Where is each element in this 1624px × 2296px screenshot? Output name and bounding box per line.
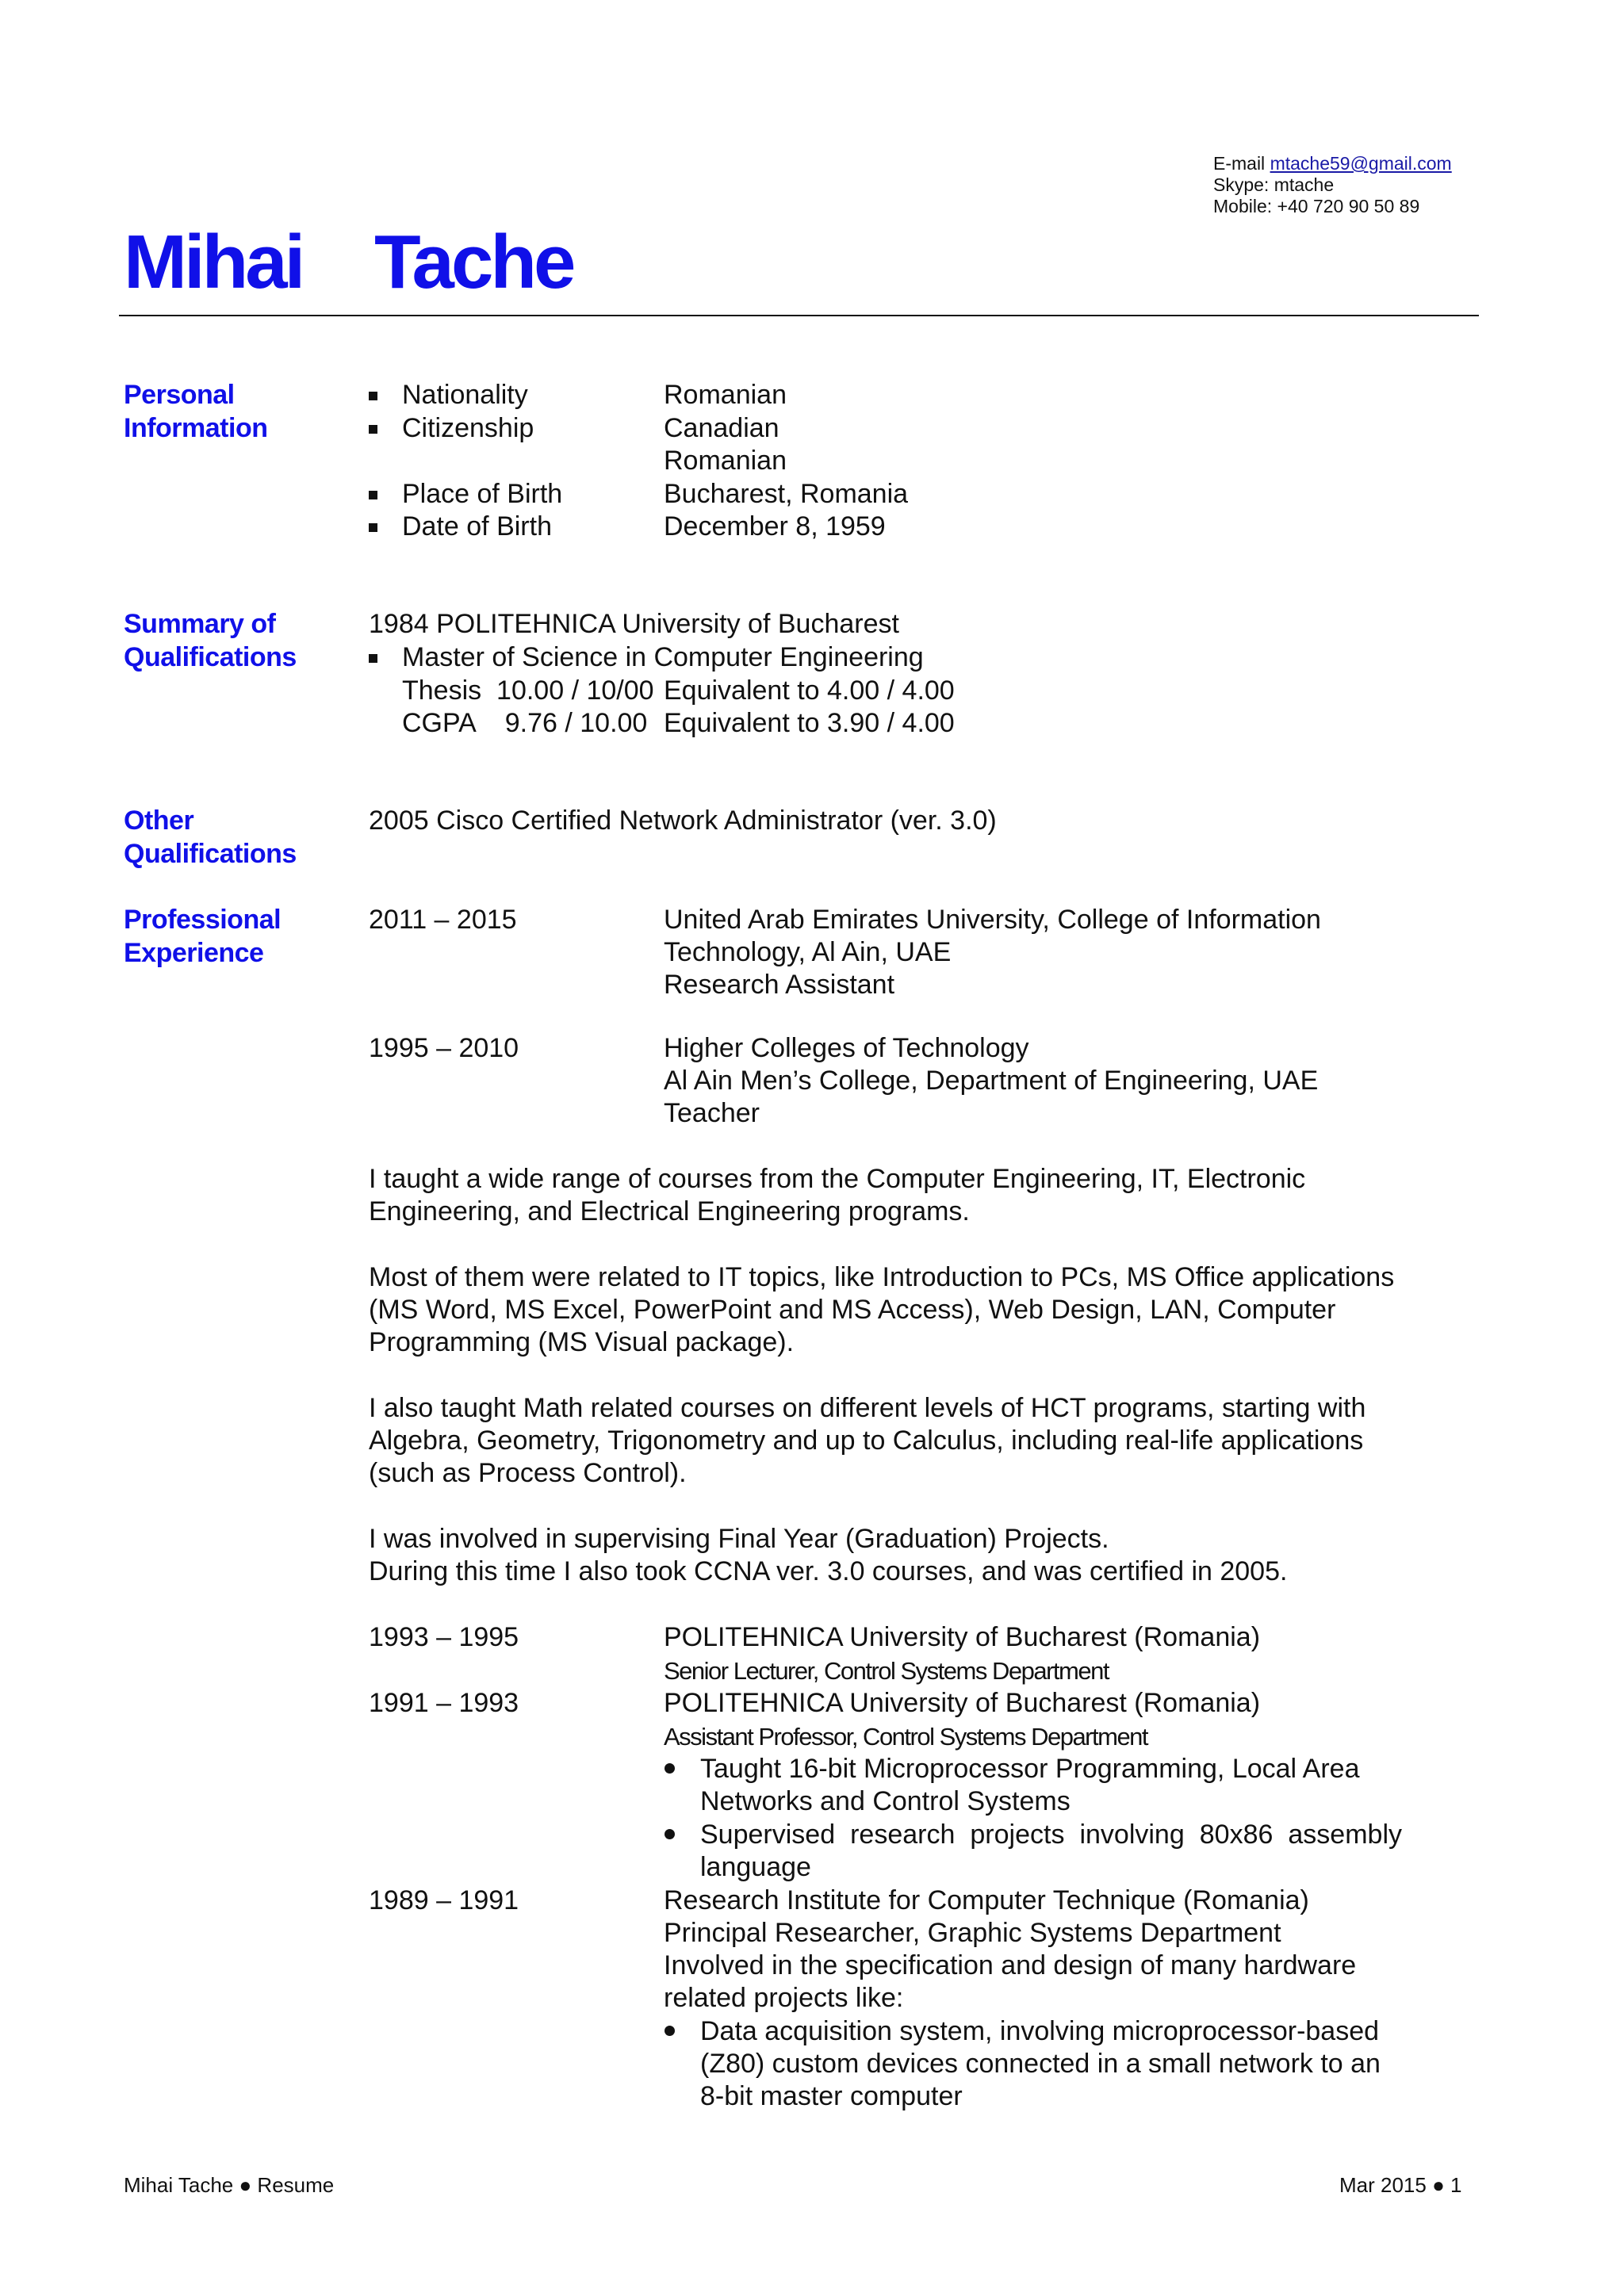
section-label-line: Experience: [124, 937, 264, 968]
contact-block: [1213, 153, 1452, 217]
job-title: Senior Lecturer, Control Systems Department: [664, 1657, 1109, 1685]
personal-field: Date of Birth: [402, 511, 552, 541]
job-years: 2011 – 2015: [369, 905, 517, 935]
footer-right: Mar 2015 ● 1: [1339, 2173, 1462, 2197]
paragraph-line: I was involved in supervising Final Year (Graduation) Projects.: [369, 1524, 1109, 1554]
paragraph-line: I also taught Math related courses on different levels of HCT programs, starting with: [369, 1393, 1366, 1423]
bullet-square: [369, 491, 377, 499]
paragraph-line: (such as Process Control).: [369, 1458, 687, 1488]
bullet-line: Supervised research projects involving 80x86 assembly: [700, 1820, 1402, 1850]
summary-thesis-equiv: Equivalent to 4.00 / 4.00: [664, 675, 955, 706]
paragraph-line: Engineering, and Electrical Engineering programs.: [369, 1196, 970, 1226]
job-line: Higher Colleges of Technology: [664, 1033, 1029, 1063]
personal-field: Nationality: [402, 380, 528, 410]
personal-value: Romanian: [664, 446, 787, 476]
summary-thesis: Thesis 10.00 / 10/00: [402, 675, 654, 706]
resume-name: Mihai Tache: [124, 220, 573, 304]
summary-cgpa: CGPA 9.76 / 10.00: [402, 708, 648, 738]
paragraph-line: During this time I also took CCNA ver. 3.0 courses, and was certified in 2005.: [369, 1556, 1288, 1586]
personal-field: Place of Birth: [402, 479, 563, 509]
job-line: Al Ain Men’s College, Department of Engineering, UAE: [664, 1066, 1319, 1096]
bullet-square: [369, 425, 377, 434]
personal-field: Citizenship: [402, 413, 534, 443]
job-title: Assistant Professor, Control Systems Department: [664, 1723, 1148, 1751]
job-years: 1991 – 1993: [369, 1688, 519, 1718]
paragraph-line: I taught a wide range of courses from the Computer Engineering, IT, Electronic: [369, 1164, 1306, 1194]
bullet-dot: [665, 2026, 675, 2036]
email-link[interactable]: mtache59@gmail.com: [1270, 153, 1452, 174]
section-label-line: Personal: [124, 380, 235, 410]
summary-line: 1984 POLITEHNICA University of Bucharest: [369, 609, 899, 639]
job-years: 1989 – 1991: [369, 1885, 519, 1915]
bullet-line: Taught 16-bit Microprocessor Programming, Local Area: [700, 1754, 1360, 1784]
job-title: Research Assistant: [664, 970, 895, 1000]
bullet-line: language: [700, 1852, 811, 1882]
paragraph-line: Programming (MS Visual package).: [369, 1327, 795, 1357]
job-title: Principal Researcher, Graphic Systems Department: [664, 1918, 1281, 1948]
job-line: Involved in the specification and design of many hardware: [664, 1950, 1357, 1980]
summary-cgpa-equiv: Equivalent to 3.90 / 4.00: [664, 708, 955, 738]
personal-value: December 8, 1959: [664, 511, 886, 541]
job-line: Research Institute for Computer Technique (Romania): [664, 1885, 1309, 1915]
paragraph-line: (MS Word, MS Excel, PowerPoint and MS Access), Web Design, LAN, Computer: [369, 1295, 1336, 1325]
email-label: E-mail: [1213, 153, 1270, 174]
section-label-line: Professional: [124, 905, 282, 935]
job-years: 1993 – 1995: [369, 1622, 519, 1652]
bullet-dot: [665, 1829, 675, 1839]
other-qualification: 2005 Cisco Certified Network Administrator (ver. 3.0): [369, 806, 997, 836]
section-personal-label: [124, 379, 267, 445]
job-title: Teacher: [664, 1098, 760, 1128]
bullet-line: (Z80) custom devices connected in a small network to an: [700, 2049, 1381, 2079]
bullet-square: [369, 523, 377, 532]
header-divider: [119, 315, 1479, 316]
job-line: POLITEHNICA University of Bucharest (Romania): [664, 1622, 1261, 1652]
section-label-line: Other: [124, 806, 194, 836]
section-label-line: Information: [124, 412, 268, 443]
summary-degree: Master of Science in Computer Engineering: [402, 642, 924, 672]
paragraph-line: Most of them were related to IT topics, like Introduction to PCs, MS Office applications: [369, 1262, 1395, 1292]
bullet-square: [369, 654, 377, 663]
section-label-line: Qualifications: [124, 641, 297, 672]
job-line: United Arab Emirates University, College of Information: [664, 905, 1321, 935]
section-label-line: Qualifications: [124, 838, 297, 869]
skype-line: Skype: mtache: [1213, 174, 1335, 195]
job-line: Technology, Al Ain, UAE: [664, 937, 952, 967]
job-years: 1995 – 2010: [369, 1033, 519, 1063]
bullet-dot: [665, 1763, 675, 1774]
job-line: related projects like:: [664, 1983, 904, 2013]
email-line: [1213, 153, 1452, 174]
section-label-line: Summary of: [124, 609, 276, 639]
footer-left: Mihai Tache ● Resume: [124, 2173, 335, 2197]
bullet-line: Data acquisition system, involving microprocessor-based: [700, 2016, 1380, 2046]
paragraph-line: Algebra, Geometry, Trigonometry and up to Calculus, including real-life applications: [369, 1425, 1364, 1456]
mobile-line: Mobile: +40 720 90 50 89: [1213, 196, 1420, 216]
personal-value: Romanian: [664, 380, 787, 410]
job-line: POLITEHNICA University of Bucharest (Romania): [664, 1688, 1261, 1718]
personal-value: Canadian: [664, 413, 779, 443]
personal-value: Bucharest, Romania: [664, 479, 909, 509]
bullet-line: Networks and Control Systems: [700, 1786, 1071, 1816]
bullet-square: [369, 392, 377, 400]
section-summary-label: [124, 608, 297, 674]
bullet-line: 8-bit master computer: [700, 2081, 963, 2111]
section-other-label: [124, 805, 297, 871]
section-experience-label: [124, 904, 281, 970]
